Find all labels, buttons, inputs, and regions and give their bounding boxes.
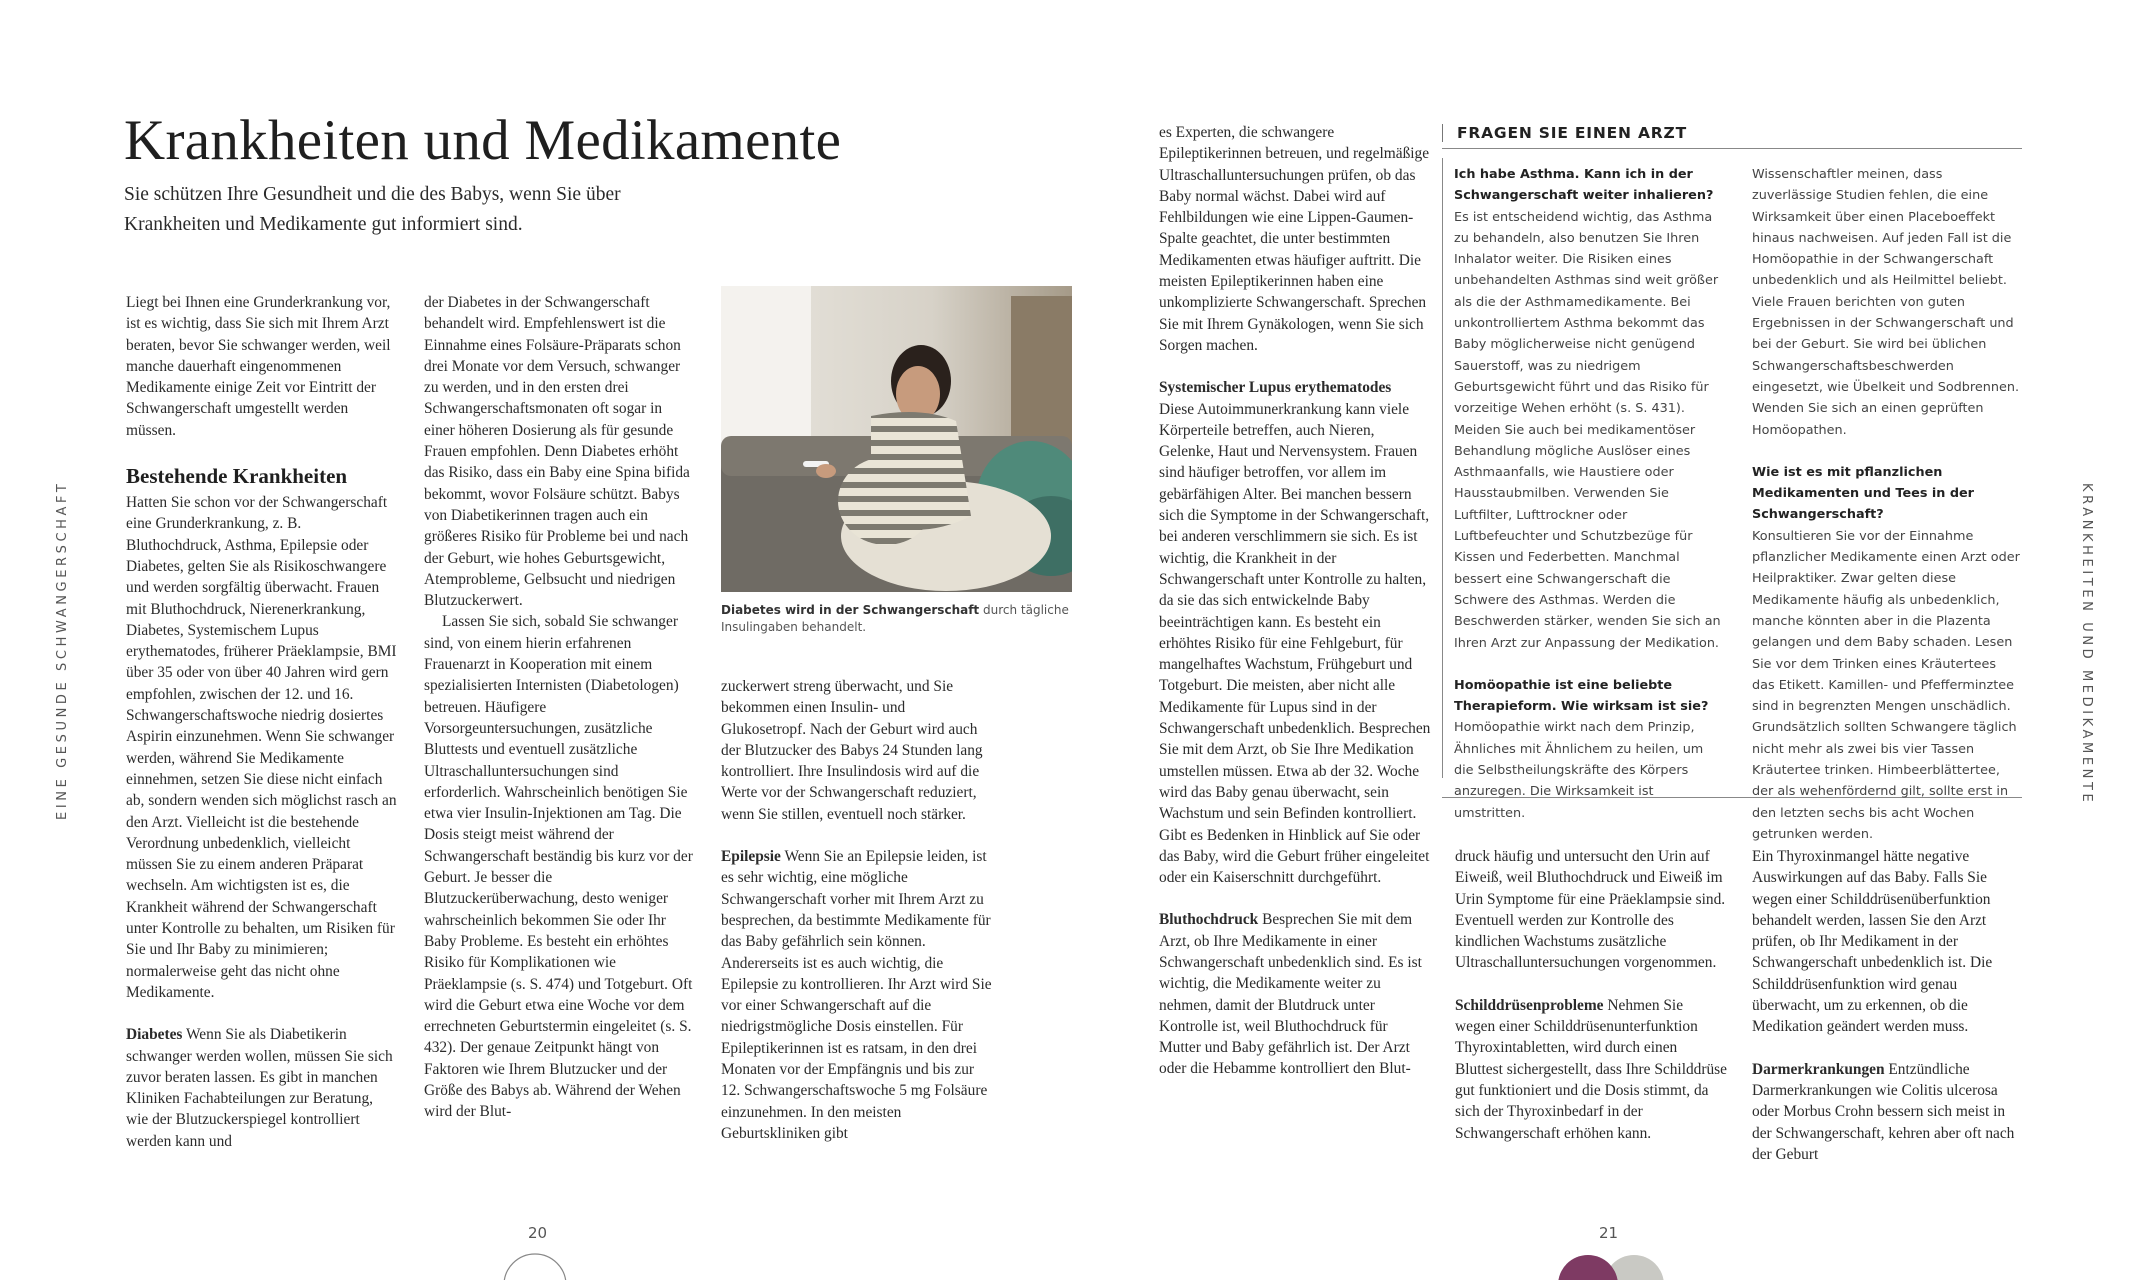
keyword-diabetes: Diabetes: [126, 1026, 183, 1044]
paragraph-text: Entzündliche Darmerkrankungen wie Colitis ulcerosa oder Morbus Crohn bessern sich meist in der Schwangerschaft, kehren aber oft nach der Geburt: [1752, 1060, 2015, 1163]
right-column-2: [1455, 846, 1727, 1144]
paragraph-text: Wenn Sie an Epilepsie leiden, ist es sehr wichtig, eine mögliche Schwangerschaft vorher mit Ihrem Arzt zu besprechen, da bestimmte Medikamente für das Baby gefährlich sein können. Andererseits ist es auch wichtig, die Epilepsie zu kontrollieren. Ihr Arzt wird Sie vor einer Schwangerschaft auf die niedrigstmögliche Dosis einstellen. Für Epileptikerinnen ist es ratsam, in den drei Monaten vor der Empfängnis und bis zur 12. Schwangerschaftswoche 5 mg Folsäure einzunehmen. In den meisten Geburtskliniken gibt: [721, 848, 992, 1142]
photo-illustration: [721, 286, 1072, 592]
section-heading: Bestehende Krankheiten: [126, 464, 348, 489]
right-column-3: [1752, 846, 2024, 1165]
paragraph-text: Besprechen Sie mit dem Arzt, ob Ihre Medikamente in einer Schwangerschaft unbedenklich sind. Es ist wichtig, die Medikamente weiter zu nehmen, damit der Blutdruck unter Kontrolle ist, weil Bluthochdruck für Mutter und Baby gefährlich ist. Der Arzt oder die Hebamme kontrolliert den Blut-: [1159, 911, 1422, 1078]
keyword-epilepsie: Epilepsie: [721, 848, 781, 866]
intro-paragraph: Liegt bei Ihnen eine Grunderkrankung vor, ist es wichtig, dass Sie sich mit Ihrem Arzt beraten, bevor Sie schwanger werden, weil manche dauerhaft eingenommenen Medikamente einige Zeit vor Eintritt der Schwangerschaft umgestellt werden müssen.: [126, 294, 391, 439]
box-column-2: [1752, 164, 2022, 845]
side-label-left: EINE GESUNDE SCHWANGERSCHAFT: [55, 480, 70, 820]
keyword-bluthochdruck: Bluthochdruck: [1159, 911, 1259, 929]
diabetes-paragraph: [126, 1024, 398, 1152]
bluthochdruck-paragraph: [1159, 909, 1431, 1079]
page-number-right: 21: [1599, 1224, 1619, 1242]
paragraph: druck häufig und untersucht den Urin auf Eiweiß, weil Bluthochdruck und Eiweiß im Urin Symptome für eine Präeklampsie sind. Eventuell werden zur Kontrolle des kindlichen Wachstums zusätzliche Ultraschalluntersuchungen vorgenommen.: [1455, 848, 1726, 972]
paragraph: Hatten Sie schon vor der Schwangerschaft eine Grunderkrankung, z. B. Bluthochdruck, Asthma, Epilepsie oder Diabetes, gelten Sie als Risikoschwangere und werden sorgfältig überwacht. Frauen mit Bluthochdruck, Nierenerkrankung, Diabetes, Systemischem Lupus erythematodes, früherer Präeklampsie, BMI über 35 oder von über 40 Jahren wird gern empfohlen, zwischen der 12. und 16. Schwangerschaftswoche niedrig dosiertes Aspirin einzunehmen. Wenn Sie schwanger werden, während Sie Medikamente einnehmen, setzen Sie diese nicht einfach ab, sondern wenden sich möglichst rasch an den Arzt. Vielleicht ist die bestehende Verordnung unbedenklich, vielleicht müssen Sie zu einem anderen Präparat wechseln. Am wichtigsten ist es, die Krankheit während der Schwangerschaft unter Kontrolle zu behalten, um Risiken für Sie und Ihr Baby zu minimieren; normalerweise geht das nicht ohne Medikamente.: [126, 494, 397, 1001]
box-answer: Homöopathie wirkt nach dem Prinzip, Ähnliches mit Ähnlichem zu heilen, um die Selbstheilungskräfte des Körpers anzuregen. Die Wirksamkeit ist umstritten.: [1454, 720, 1704, 821]
accent-circle-plum: [1558, 1255, 1618, 1280]
darm-paragraph: [1752, 1059, 2024, 1165]
box-question: Ich habe Asthma. Kann ich in der Schwangerschaft weiter inhalieren?: [1454, 167, 1714, 204]
paragraph: Diese Autoimmunerkrankung kann viele Körperteile betreffen, auch Nieren, Gelenke, Haut und Nervensystem. Frauen sind häufiger betroffen, vor allem im gebärfähigen Alter. Bei manchen bessern sich die Symptome in der Schwangerschaft, bei anderen verschlimmern sie sich. Es ist wichtig, die Krankheit in der Schwangerschaft unter Kontrolle zu halten, da sie das sich entwickelnde Baby beeinträchtigen kann. Es besteht ein erhöhtes Risiko für eine Fehlgeburt, für mangelhaftes Wachstum, Frühgeburt und Totgeburt. Die meisten, aber nicht alle Medikamente für Lupus sind in der Schwangerschaft unbedenklich. Besprechen Sie mit dem Arzt, ob Sie Ihre Medikation umstellen müssen. Etwa ab der 32. Woche wird das Baby genau überwacht, sein Wachstum und sein Befinden kontrolliert. Gibt es Bedenken in Hinblick auf Sie oder das Baby, wird die Geburt früher eingeleitet oder ein Kaiserschnitt durchgeführt.: [1159, 400, 1431, 887]
paragraph: Lassen Sie sich, sobald Sie schwanger sind, von einem hierin erfahrenen Frauenarzt in Kooperation mit einem spezialisierten Internisten (Diabetologen) betreuen. Häufigere Vorsorgeuntersuchungen, zusätzliche Bluttests und eventuell zusätzliche Ultraschalluntersuchungen sind erforderlich. Wahrscheinlich benötigen Sie etwa vier Insulin-Injektionen am Tag. Die Dosis steigt meist während der Schwangerschaft beständig bis kurz vor der Geburt. Je besser die Blutzuckerüberwachung, desto weniger wahrscheinlich bekommen Sie oder Ihr Baby Probleme. Es besteht ein erhöhtes Risiko für Komplikationen wie Präeklampsie (s. S. 474) und Totgeburt. Oft wird die Geburt etwa eine Woche vor dem errechneten Geburtstermin eingeleitet (s. S. 432). Der genaue Zeitpunkt hängt von Faktoren wie Ihrem Blutzucker und der Größe des Babys ab. Während der Wehen wird der Blut-: [424, 613, 693, 1121]
paragraph: der Diabetes in der Schwangerschaft behandelt wird. Empfehlenswert ist die Einnahme eines Folsäure-Präparats schon drei Monate vor dem Versuch, schwanger zu werden, und in den ersten drei Schwangerschaftsmonaten oft sogar in einer höheren Dosierung als für gesunde Frauen empfohlen. Denn Diabetes erhöht das Risiko, dass ein Baby eine Spina bifida bekommt, wovor Folsäure schützt. Babys von Diabetikerinnen tragen auch ein größeres Risiko für Probleme bei und nach der Geburt, wie hohes Geburtsgewicht, Atemprobleme, Gelbsucht und niedrigen Blutzuckerwert.: [424, 294, 690, 610]
caption-bold: Diabetes wird in der Schwangerschaft: [721, 603, 980, 617]
box-answer: Konsultieren Sie vor der Einnahme pflanzlicher Medikamente einen Arzt oder Heilpraktiker. Zwar gelten diese Medikamente häufig als unbedenklich, manche könnten aber in die Plazenta gelangen und dem Baby schaden. Lesen Sie vor dem Trinken eines Kräutertees das Etikett. Kamillen- und Pfefferminztee sind in begrenzten Mengen unschädlich. Grundsätzlich sollten Schwangere täglich nicht mehr als zwei bis vier Tassen Kräutertee trinken. Himbeerblättertee, der als wehenfördernd gilt, sollte erst in den letzten sechs bis acht Wochen getrunken werden.: [1752, 528, 2020, 842]
left-column-3: [721, 676, 993, 1144]
box-divider: [1442, 158, 1443, 778]
caption-text: durch tägliche Insulingaben behandelt.: [721, 603, 1069, 634]
photo-pregnant-woman: [721, 286, 1072, 592]
schilddruesen-paragraph: [1455, 995, 1727, 1144]
photo-caption: [721, 602, 1072, 636]
page-circle-left: [500, 1250, 570, 1280]
paragraph-text: Wenn Sie als Diabetikerin schwanger werden wollen, müssen Sie sich zuvor beraten lassen. Es gibt in manchen Kliniken Fachabteilungen zur Beratung, wie der Blutzuckerspiegel kontrolliert werden kann und: [126, 1026, 393, 1150]
page-title: Krankheiten und Medikamente: [124, 109, 842, 172]
keyword-schilddruesen: Schilddrüsenprobleme: [1455, 996, 1604, 1014]
box-heading: FRAGEN SIE EINEN ARZT: [1442, 124, 2037, 142]
page-subtitle: Sie schützen Ihre Gesundheit und die des Babys, wenn Sie über Krankheiten und Medikamente gut informiert sind.: [124, 184, 621, 235]
left-column-2: [424, 292, 696, 1123]
box-question: Wie ist es mit pflanzlichen Medikamenten und Tees in der Schwangerschaft?: [1752, 464, 1974, 523]
page-circles-right: [1550, 1248, 1670, 1280]
keyword-darm: Darmerkrankungen: [1752, 1060, 1885, 1078]
paragraph-text: Nehmen Sie wegen einer Schilddrüsenunterfunktion Thyroxintabletten, wird durch einen Bluttest sichergestellt, dass Ihre Schilddrüse gut funktioniert und die Dosis stimmt, da sich der Thyroxinbedarf in der Schwangerschaft erhöhen kann.: [1455, 996, 1727, 1142]
right-column-1: [1159, 122, 1431, 1080]
paragraph: zuckerwert streng überwacht, und Sie bekommen einen Insulin- und Glukosetropf. Nach der Geburt wird auch der Blutzucker des Babys 24 Stunden lang kontrolliert. Ihre Insulindosis wird auf die Werte vor der Schwangerschaft reduziert, wenn Sie stillen, eventuell noch stärker.: [721, 678, 983, 823]
box-question: Homöopathie ist eine beliebte Therapieform. Wie wirksam ist sie?: [1454, 677, 1709, 715]
box-rule-top: [1442, 148, 2022, 149]
box-column-1: [1454, 164, 1724, 824]
side-label-right: KRANKHEITEN UND MEDIKAMENTE: [2079, 483, 2094, 806]
box-answer: Es ist entscheidend wichtig, das Asthma zu behandeln, also benutzen Sie Ihren Inhalator weiter. Die Risiken eines unbehandelten Asthmas sind weit größer als die der Asthmamedikamente. Bei unkontrolliertem Asthma bekommt das Baby möglicherweise nicht genügend Sauerstoff, was zu niedrigem Geburtsgewicht führt und das Risiko für vorzeitige Wehen erhöht (s. S. 431). Meiden Sie auch bei medikamentöser Behandlung mögliche Auslöser eines Asthmaanfalls, wie Haustiere oder Hausstaubmilben. Verwenden Sie Luftfilter, Lufttrockner oder Luftbefeuchter und Schutzbezüge für Kissen und Federbetten. Manchmal bessert eine Schwangerschaft die Schwere des Asthmas. Werden die Beschwerden stärker, wenden Sie sich an Ihren Arzt zur Anpassung der Medikation.: [1454, 209, 1721, 651]
paragraph: Ein Thyroxinmangel hätte negative Auswirkungen auf das Baby. Falls Sie wegen einer Schilddrüsenüberfunktion behandelt werden, lassen Sie den Arzt prüfen, ob Ihr Medikament in der Schwangerschaft unbedenklich ist. Die Schilddrüsenfunktion wird genau überwacht, um zu erkennen, ob die Medikation geändert werden muss.: [1752, 848, 1993, 1036]
left-column-1: [126, 292, 398, 1152]
page-number-left: 20: [528, 1224, 548, 1242]
box-answer: Wissenschaftler meinen, dass zuverlässige Studien fehlen, die eine Wirksamkeit über einen Placeboeffekt hinaus nachweisen. Auf jeden Fall ist die Homöopathie in der Schwangerschaft unbedenklich und als Heilmittel beliebt. Viele Frauen berichten von guten Ergebnissen in der Schwangerschaft und bei der Geburt. Sie wird bei üblichen Schwangerschaftsbeschwerden eingesetzt, wie Übelkeit und Sodbrennen. Wenden Sie sich an einen geprüften Homöopathen.: [1752, 167, 2020, 438]
lupus-heading: Systemischer Lupus erythematodes: [1159, 379, 1392, 397]
epilepsie-paragraph: [721, 846, 993, 1144]
paragraph: es Experten, die schwangere Epileptikerinnen betreuen, und regelmäßige Ultraschalluntersuchungen prüfen, ob das Baby normal wächst. Dabei wird auf Fehlbildungen wie eine Lippen-Gaumen-Spalte geachtet, die unter bestimmten Medikamenten etwas häufiger auftritt. Die meisten Epileptikerinnen haben eine unkomplizierte Schwangerschaft. Sprechen Sie mit Ihrem Gynäkologen, wenn Sie sich Sorgen machen.: [1159, 124, 1430, 354]
